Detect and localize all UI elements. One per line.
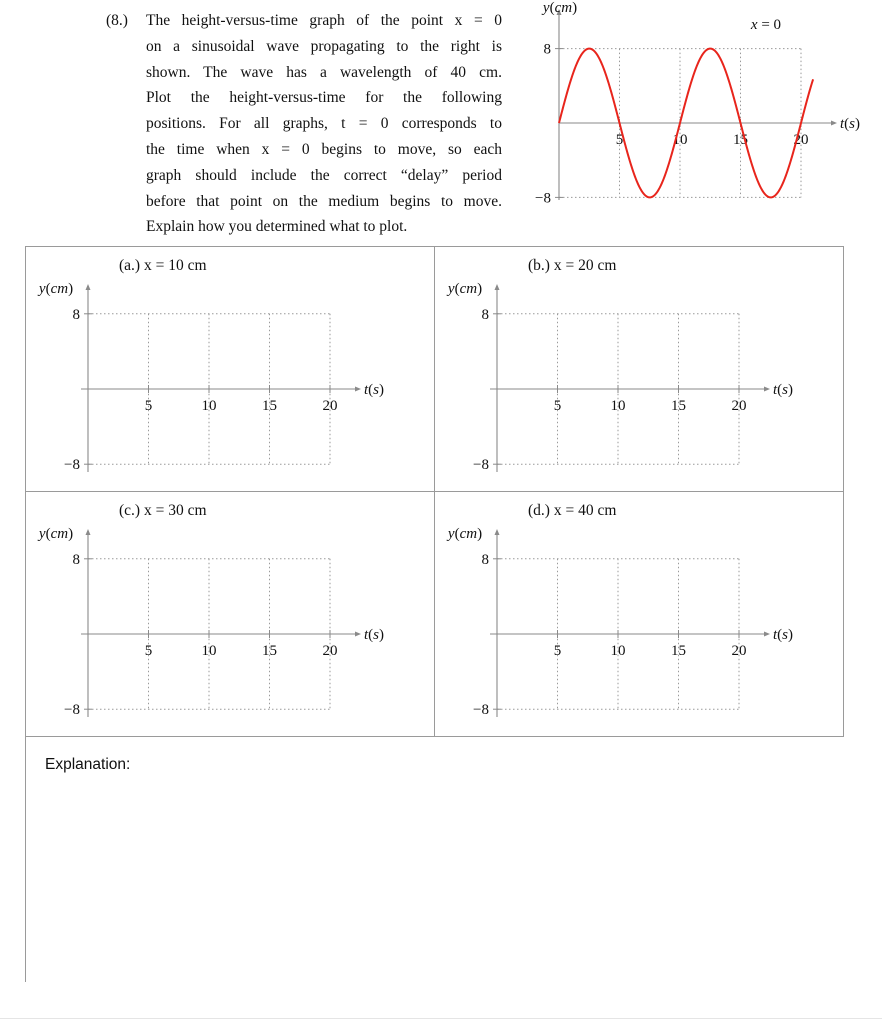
y-axis-arrow — [86, 529, 91, 535]
chart-a — [26, 247, 434, 491]
panel-c — [25, 491, 435, 737]
y-axis-label: y(cm) — [38, 526, 74, 542]
x-axis-label: t(s) — [773, 382, 794, 398]
x-axis-arrow — [355, 632, 361, 637]
x-tick-label: 15 — [733, 132, 748, 148]
y-axis-label: y(cm) — [38, 281, 74, 297]
reference-wave-chart — [510, 0, 882, 215]
x-tick-label: 15 — [262, 643, 277, 659]
problem-line: The height-versus-time graph of the point x = 0 — [146, 12, 502, 29]
x-tick-label: 5 — [553, 398, 562, 414]
x-axis-arrow — [764, 632, 770, 637]
y-tick-label: 8 — [72, 306, 80, 323]
problem-line: shown. The wave has a wavelength of 40 cm. — [146, 63, 502, 81]
problem-line: the time when x = 0 begins to move, so each — [146, 140, 502, 158]
y-tick-label: 8 — [543, 41, 551, 58]
y-tick-label: 8 — [72, 551, 80, 568]
x-tick-label: 10 — [201, 643, 217, 659]
y-tick-label: 8 — [481, 551, 489, 568]
reference-chart-title: x = 0 — [750, 17, 782, 33]
x-tick-label: 15 — [671, 398, 686, 414]
x-tick-label: 5 — [144, 643, 153, 659]
problem-line: Plot the height-versus-time for the following — [146, 89, 502, 107]
y-tick-label: −8 — [473, 702, 489, 719]
problem-line: Explain how you determined what to plot. — [146, 218, 408, 236]
x-tick-label: 10 — [610, 398, 626, 414]
x-tick-label: 5 — [144, 398, 153, 414]
x-axis-arrow — [831, 121, 837, 126]
x-tick-label: 10 — [610, 643, 626, 659]
x-tick-label: 5 — [553, 643, 562, 659]
y-axis-label: y(cm) — [542, 0, 578, 16]
divider — [0, 1018, 882, 1019]
y-axis-label: y(cm) — [447, 526, 483, 542]
y-tick-label: −8 — [535, 190, 551, 207]
problem-line: on a sinusoidal wave propagating to the right is — [146, 37, 502, 55]
problem-number: (8.) — [106, 12, 128, 29]
x-tick-label: 20 — [731, 398, 747, 414]
x-tick-label: 20 — [731, 643, 747, 659]
y-axis-arrow — [495, 529, 500, 535]
y-axis-label: y(cm) — [447, 281, 483, 297]
x-tick-label: 20 — [322, 643, 338, 659]
x-tick-label: 10 — [201, 398, 217, 414]
y-tick-label: 8 — [481, 306, 489, 323]
x-axis-label: t(s) — [773, 627, 794, 643]
x-axis-label: t(s) — [840, 116, 861, 132]
chart-b — [435, 247, 843, 491]
x-tick-label: 15 — [671, 643, 686, 659]
x-axis-arrow — [355, 387, 361, 392]
chart-d — [435, 492, 843, 736]
problem-line: positions. For all graphs, t = 0 corresponds to — [146, 115, 502, 133]
panel-b-title: (b.) x = 20 cm — [528, 257, 617, 274]
problem-statement — [106, 8, 502, 240]
panel-c-title: (c.) x = 30 cm — [119, 502, 207, 519]
x-tick-label: 10 — [672, 132, 688, 148]
x-axis-label: t(s) — [364, 627, 385, 643]
x-axis-arrow — [764, 387, 770, 392]
x-tick-label: 15 — [262, 398, 277, 414]
y-axis-arrow — [495, 284, 500, 290]
x-axis-label: t(s) — [364, 382, 385, 398]
explanation-label: Explanation: — [45, 756, 131, 773]
x-tick-label: 20 — [793, 132, 809, 148]
problem-line: graph should include the correct “delay” period — [146, 166, 502, 184]
problem-line: before that point on the medium begins to move. — [146, 192, 502, 210]
y-tick-label: −8 — [64, 457, 80, 474]
y-tick-label: −8 — [64, 702, 80, 719]
x-tick-label: 5 — [615, 132, 624, 148]
panel-d — [434, 491, 844, 737]
y-axis-arrow — [86, 284, 91, 290]
x-tick-label: 20 — [322, 398, 338, 414]
panel-d-title: (d.) x = 40 cm — [528, 502, 617, 519]
panel-a — [25, 246, 435, 492]
chart-c — [26, 492, 434, 736]
panel-a-title: (a.) x = 10 cm — [119, 257, 207, 274]
y-tick-label: −8 — [473, 457, 489, 474]
panel-b — [434, 246, 844, 492]
